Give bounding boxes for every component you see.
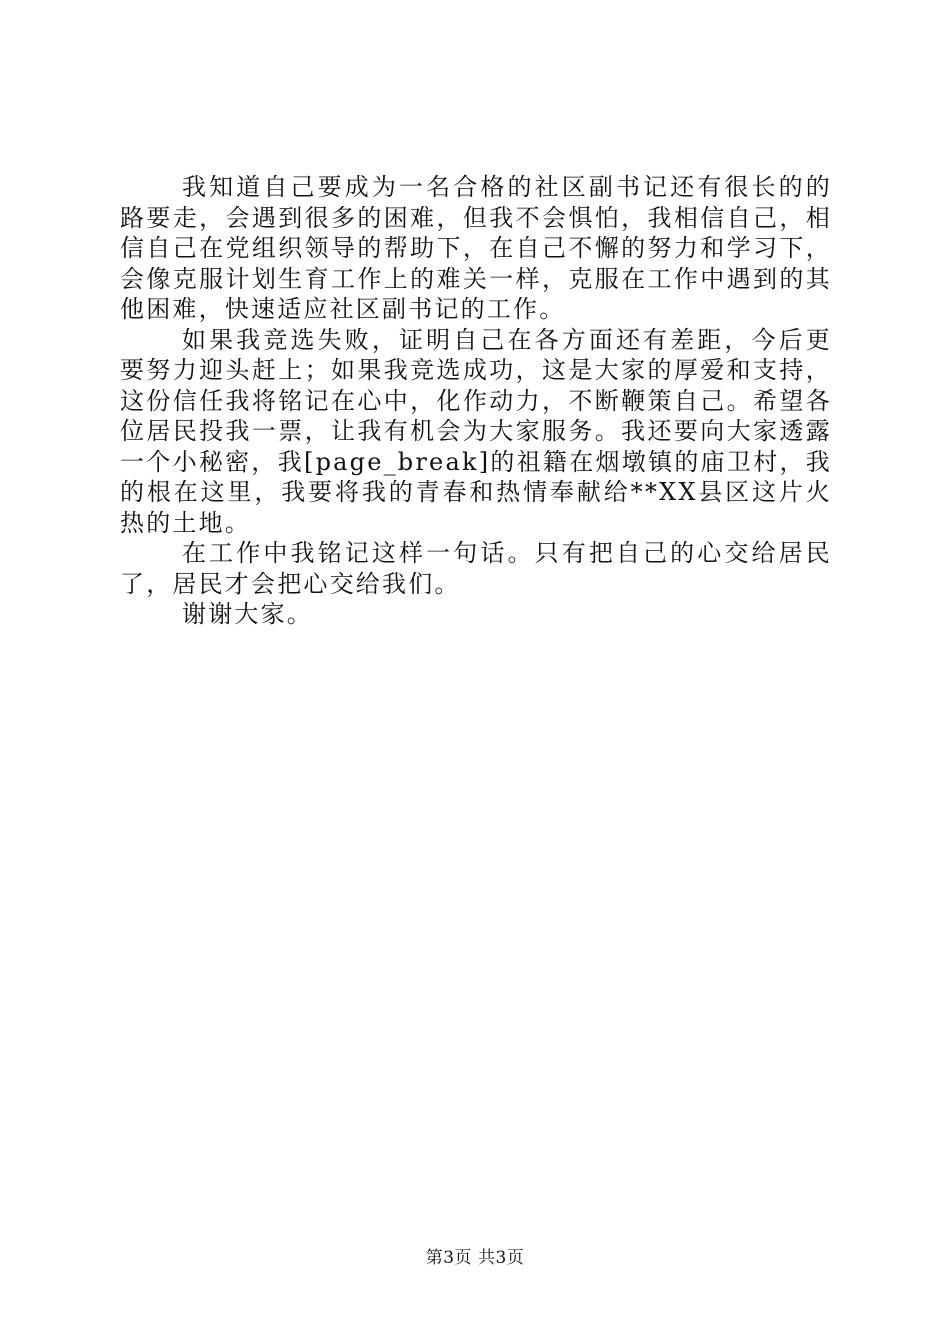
paragraph-2: 如果我竞选失败，证明自己在各方面还有差距，今后更要努力迎头赶上；如果我竞选成功，这是大家的厚爱和支持，这份信任我将铭记在心中，化作动力，不断鞭策自己。希望各位居民投我一票，让我有机会为大家服务。我还要向大家透露一个小秘密，我[page_break]的祖籍在烟墩镇的庙卫村，我的根在这里，我要将我的青春和热情奉献给**XX县区这片火热的土地。 [120, 325, 832, 537]
document-body [120, 172, 832, 630]
paragraph-1: 我知道自己要成为一名合格的社区副书记还有很长的的路要走，会遇到很多的困难，但我不会惧怕，我相信自己，相信自己在党组织领导的帮助下，在自己不懈的努力和学习下，会像克服计划生育工作上的难关一样，克服在工作中遇到的其他困难，快速适应社区副书记的工作。 [120, 173, 832, 323]
page-number-footer: 第3页 共3页 [425, 1248, 525, 1268]
paragraph-4: 谢谢大家。 [182, 600, 313, 628]
paragraph-3: 在工作中我铭记这样一句话。只有把自己的心交给居民了，居民才会把心交给我们。 [120, 539, 832, 598]
